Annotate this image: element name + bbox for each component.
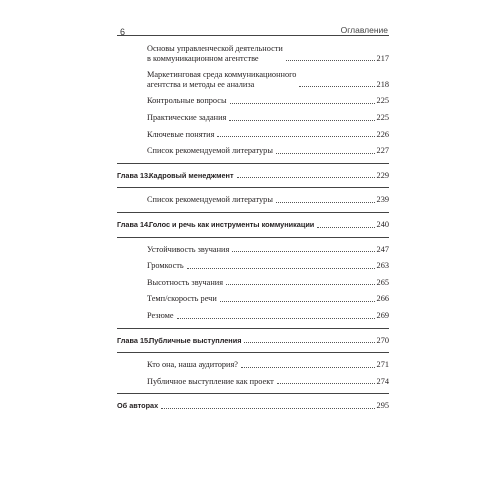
dot-leader [232, 251, 374, 252]
toc-entry-line: агентства и методы ее анализа [147, 79, 255, 89]
toc-entry-title [117, 401, 158, 411]
toc-entry-title [147, 113, 226, 123]
dot-leader [299, 86, 374, 87]
toc-entry-line: Резюме [147, 310, 174, 320]
toc-section-entry[interactable] [117, 96, 389, 106]
toc-entry-line: Высотность звучания [147, 277, 224, 287]
section-rule [117, 328, 389, 329]
toc-section-entry[interactable] [117, 70, 389, 89]
toc-page-number: 247 [376, 244, 389, 254]
toc-entry-title [147, 130, 214, 140]
toc-entry-title [117, 171, 234, 181]
toc-section-entry[interactable] [117, 311, 389, 321]
chapter-title: Голос и речь как инструменты коммуникации [149, 219, 315, 229]
section-rule [117, 352, 389, 353]
toc-page-number: 274 [376, 376, 389, 386]
chapter-number: Глава 14. [117, 219, 151, 229]
toc-section-entry[interactable] [117, 377, 389, 387]
toc-chapter-entry[interactable] [117, 220, 389, 230]
table-of-contents [117, 44, 389, 418]
toc-page-number: 270 [376, 335, 389, 345]
dot-leader [237, 177, 375, 178]
toc-entry-title [147, 195, 273, 205]
toc-page-number: 229 [376, 170, 389, 180]
toc-chapter-entry[interactable] [117, 401, 389, 411]
toc-entry-line: в коммуникационном агентстве [147, 53, 259, 63]
toc-entry-line: Список рекомендуемой литературы [147, 146, 273, 156]
page-number: 6 [120, 27, 126, 37]
toc-entry-title [147, 245, 229, 255]
toc-entry-line: Список рекомендуемой литературы [147, 195, 273, 205]
header-rule [117, 35, 389, 36]
toc-page-number: 269 [376, 310, 389, 320]
chapter-title: Об авторах [117, 401, 159, 411]
dot-leader [241, 367, 375, 368]
dot-leader [276, 202, 375, 203]
toc-entry-title [147, 70, 296, 89]
toc-entry-line: Практические задания [147, 112, 227, 122]
toc-entry-line: Устойчивость звучания [147, 244, 230, 254]
dot-leader [226, 284, 375, 285]
toc-entry-title [147, 377, 274, 387]
toc-section-entry[interactable] [117, 44, 389, 63]
dot-leader [229, 120, 374, 121]
toc-entry-title [147, 44, 283, 63]
toc-entry-title [147, 96, 227, 106]
section-rule [117, 163, 389, 164]
toc-entry-title [147, 311, 174, 321]
toc-page-number: 225 [376, 112, 389, 122]
dot-leader [230, 103, 375, 104]
toc-entry-title [147, 146, 273, 156]
section-rule [117, 393, 389, 394]
toc-page-number: 240 [376, 219, 389, 229]
dot-leader [220, 301, 375, 302]
toc-entry-line: Кто она, наша аудитория? [147, 360, 238, 370]
running-head: Оглавление [340, 25, 388, 35]
toc-page-number: 263 [376, 261, 389, 271]
toc-page-number: 266 [376, 294, 389, 304]
dot-leader [177, 318, 375, 319]
chapter-number: Глава 15. [117, 335, 151, 345]
toc-entry-line: Темп/скорость речи [147, 294, 217, 304]
toc-entry-line: Контрольные вопросы [147, 96, 227, 106]
toc-section-entry[interactable] [117, 360, 389, 370]
toc-section-entry[interactable] [117, 294, 389, 304]
toc-entry-line: Громкость [147, 261, 184, 271]
toc-page-number: 295 [376, 401, 389, 411]
toc-section-entry[interactable] [117, 130, 389, 140]
toc-section-entry[interactable] [117, 261, 389, 271]
dot-leader [187, 268, 375, 269]
toc-entry-title [117, 336, 241, 346]
toc-section-entry[interactable] [117, 113, 389, 123]
section-rule [117, 187, 389, 188]
toc-entry-title [147, 278, 223, 288]
dot-leader [277, 383, 375, 384]
toc-entry-title [147, 261, 184, 271]
dot-leader [244, 342, 374, 343]
toc-chapter-entry[interactable] [117, 336, 389, 346]
chapter-title: Публичные выступления [149, 335, 242, 345]
toc-entry-line: Основы управленческой деятельности [147, 44, 283, 53]
toc-page-number: 271 [376, 360, 389, 370]
toc-entry-title [147, 294, 217, 304]
toc-page-number: 218 [376, 79, 389, 89]
toc-entry-title [147, 360, 238, 370]
toc-chapter-entry[interactable] [117, 171, 389, 181]
chapter-number: Глава 13. [117, 170, 151, 180]
dot-leader [161, 408, 374, 409]
toc-entry-line: Публичное выступление как проект [147, 376, 274, 386]
section-rule [117, 212, 389, 213]
chapter-title: Кадровый менеджмент [149, 170, 234, 180]
dot-leader [317, 227, 374, 228]
toc-page-number: 227 [376, 146, 389, 156]
toc-page-number: 217 [376, 53, 389, 63]
toc-page-number: 239 [376, 195, 389, 205]
toc-section-entry[interactable] [117, 146, 389, 156]
dot-leader [217, 136, 374, 137]
toc-entry-title [117, 220, 314, 230]
toc-section-entry[interactable] [117, 245, 389, 255]
dot-leader [286, 60, 375, 61]
dot-leader [276, 153, 375, 154]
section-rule [117, 237, 389, 238]
toc-page-number: 225 [376, 96, 389, 106]
toc-section-entry[interactable] [117, 278, 389, 288]
toc-section-entry[interactable] [117, 195, 389, 205]
toc-page-number: 265 [376, 277, 389, 287]
toc-page-number: 226 [376, 129, 389, 139]
toc-entry-line: Ключевые понятия [147, 129, 215, 139]
toc-entry-line: Маркетинговая среда коммуникационного [147, 70, 297, 80]
